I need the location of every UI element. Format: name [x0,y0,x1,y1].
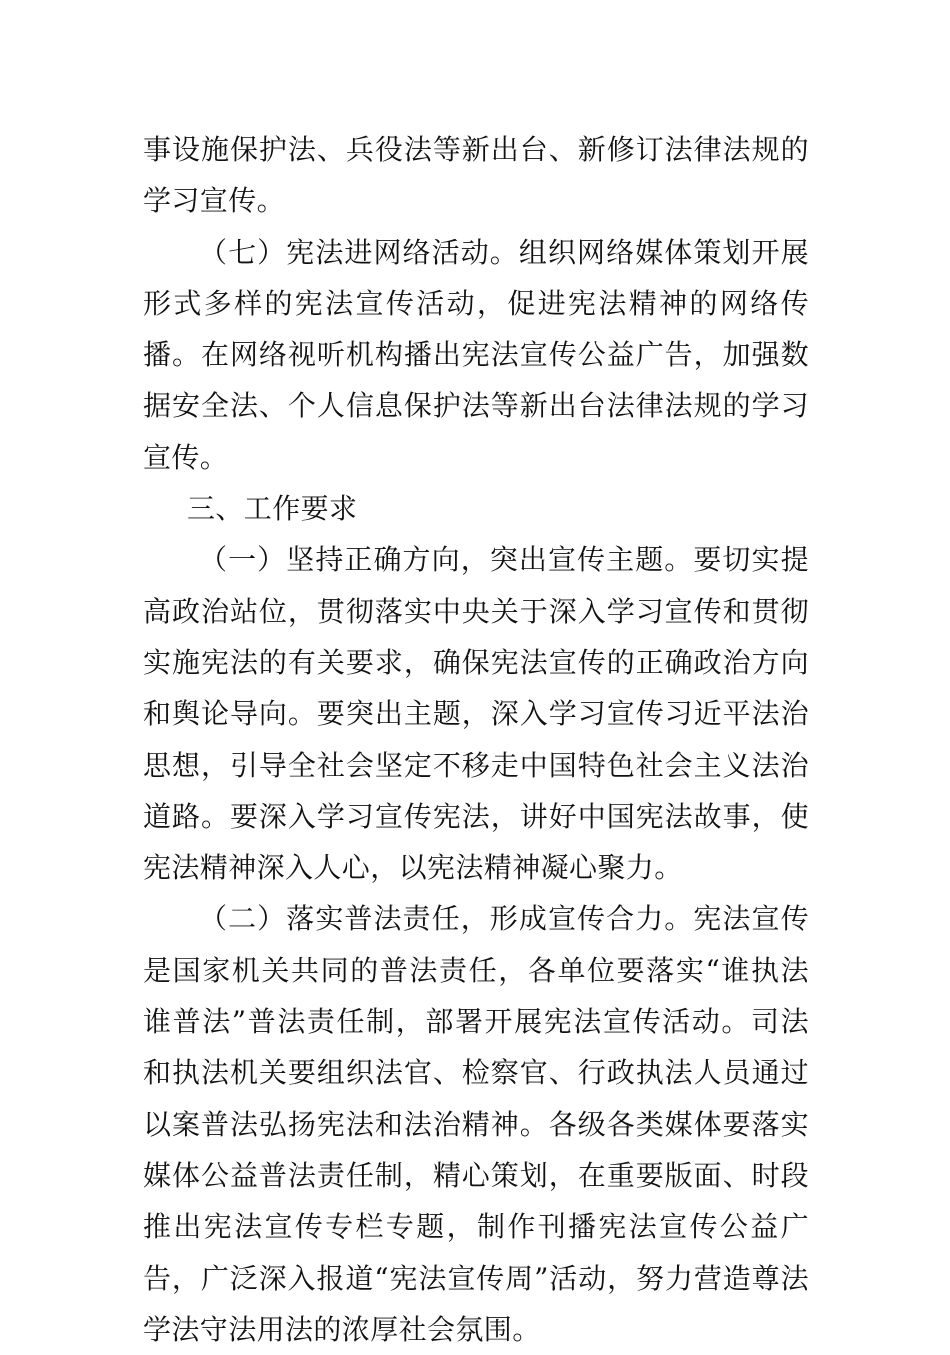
paragraph-network-activity: （七）宪法进网络活动。组织网络媒体策划开展形式多样的宪法宣传活动，促进宪法精神的网络传播。在网络视听机构播出宪法宣传公益广告，加强数据安全法、个人信息保护法等新出台法律法规的学习宣传。 [143,235,809,474]
paragraph-responsibility: （二）落实普法责任，形成宣传合力。宪法宣传是国家机关共同的普法责任，各单位要落实“谁执法谁普法”普法责任制，部署开展宪法宣传活动。司法和执法机关要组织法官、检察官、行政执法人员通过以案普法弘扬宪法和法治精神。各级各类媒体要落实媒体公益普法责任制，精心策划，在重要版面、时段推出宪法宣传专栏专题，制作刊播宪法宣传公益广告，广泛深入报道“宪法宣传周”活动，努力营造尊法学法守法用法的浓厚社会氛围。 [143,902,809,1346]
paragraph-correct-direction: （一）坚持正确方向，突出宣传主题。要切实提高政治站位，贯彻落实中央关于深入学习宣传和贯彻实施宪法的有关要求，确保宪法宣传的正确政治方向和舆论导向。要突出主题，深入学习宣传习近平法治思想，引导全社会坚定不移走中国特色社会主义法治道路。要深入学习宣传宪法，讲好中国宪法故事，使宪法精神深入人心，以宪法精神凝心聚力。 [143,543,809,885]
document-body [143,124,809,1355]
paragraph-continuation: 事设施保护法、兵役法等新出台、新修订法律法规的学习宣传。 [143,133,809,218]
section-heading-work-requirements: 三、工作要求 [187,492,358,526]
